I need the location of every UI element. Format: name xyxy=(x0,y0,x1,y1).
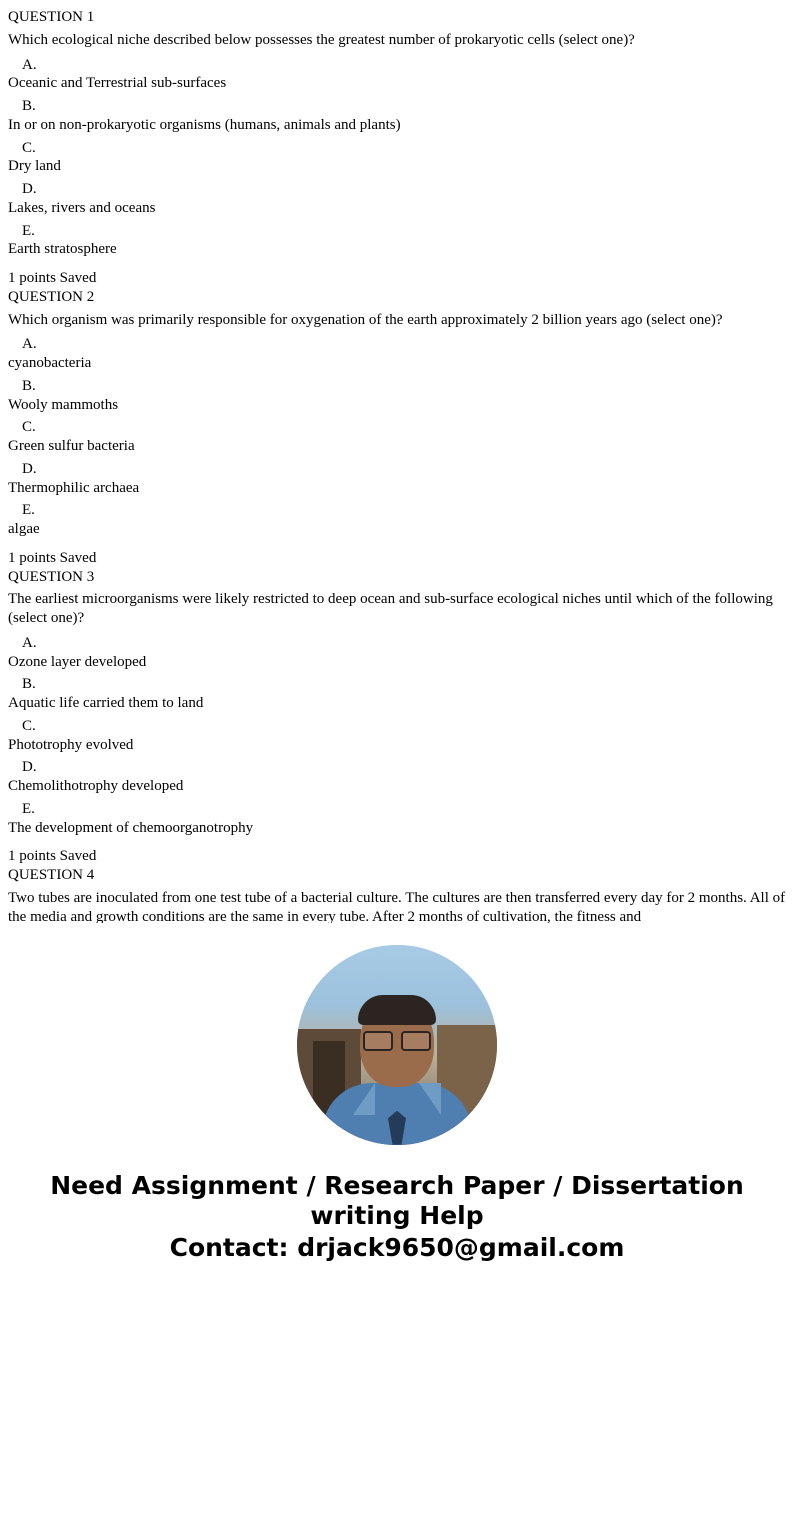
photo-collar-right xyxy=(419,1083,441,1115)
question-header: QUESTION 1 xyxy=(8,9,95,25)
question-block xyxy=(8,0,786,288)
answer-choice[interactable] xyxy=(8,717,786,755)
glasses-icon xyxy=(361,1031,433,1047)
answer-choice-text: Chemolithotrophy developed xyxy=(8,778,184,794)
answer-choice-letter: B. xyxy=(22,98,36,114)
answer-choice-letter: A. xyxy=(22,336,37,353)
answer-choice-letter: D. xyxy=(22,759,37,776)
photo-hair xyxy=(358,995,436,1025)
answer-choice-letter: E. xyxy=(22,222,35,239)
question-header: QUESTION 3 xyxy=(8,568,95,585)
answer-choice-text: Phototrophy evolved xyxy=(8,736,134,753)
question-header: QUESTION 2 xyxy=(8,288,95,305)
answer-choice-text: Dry land xyxy=(8,158,61,175)
answer-choice[interactable] xyxy=(8,501,786,539)
answer-choice[interactable] xyxy=(8,377,786,415)
question-stem: Which organism was primarily responsible for oxygenation of the earth approximately 2 billion years ago (select one)? xyxy=(8,311,723,328)
question-header: QUESTION 4 xyxy=(8,867,95,883)
promo-text xyxy=(0,1171,794,1263)
answer-choice-letter: B. xyxy=(22,676,36,693)
answer-choice-text: Aquatic life carried them to land xyxy=(8,695,204,711)
answer-choice-text: The development of chemoorganotrophy xyxy=(8,819,254,836)
answer-choice-letter: C. xyxy=(22,419,36,436)
question-block xyxy=(8,866,786,923)
answer-choice[interactable] xyxy=(8,56,786,94)
question-points-status: 1 points Saved xyxy=(8,848,97,865)
answer-choice-text: cyanobacteria xyxy=(8,355,92,371)
promo-footer xyxy=(0,945,794,1273)
question-points-status: 1 points Saved xyxy=(8,270,97,286)
question-stem: The earliest microorganisms were likely restricted to deep ocean and sub-surface ecological niches until which of the following (select one)? xyxy=(8,591,773,626)
answer-choice-text: Earth stratosphere xyxy=(8,241,117,258)
photo-collar-left xyxy=(353,1083,375,1115)
answer-choice-text: Lakes, rivers and oceans xyxy=(8,199,156,216)
promo-line-1: Need Assignment / Research Paper / Dissertation writing Help xyxy=(50,1170,744,1230)
question-stem: Two tubes are inoculated from one test tube of a bacterial culture. The cultures are then transferred every day for 2 months. All of the media and growth conditions are the same in every tube. After 2 months of cultivation, the fitness and xyxy=(8,889,786,923)
answer-choice[interactable] xyxy=(8,222,786,260)
question-block xyxy=(8,568,786,867)
answer-choice-letter: C. xyxy=(22,139,36,156)
answer-choice-letter: D. xyxy=(22,181,37,197)
answer-choice-text: Oceanic and Terrestrial sub-surfaces xyxy=(8,75,227,92)
question-stem: Which ecological niche described below possesses the greatest number of prokaryotic cells (select one)? xyxy=(8,31,635,48)
question-block xyxy=(8,288,786,568)
answer-choice-letter: E. xyxy=(22,502,35,519)
answer-choice[interactable] xyxy=(8,139,786,177)
answer-choice[interactable] xyxy=(8,634,786,672)
answer-choice-text: Ozone layer developed xyxy=(8,653,147,670)
answer-choice-letter: E. xyxy=(22,800,35,817)
answer-choice-text: In or on non-prokaryotic organisms (humans, animals and plants) xyxy=(8,116,401,133)
answer-choice[interactable] xyxy=(8,800,786,838)
answer-choice-text: Thermophilic archaea xyxy=(8,479,140,496)
answer-choice[interactable] xyxy=(8,758,786,796)
answer-choice-letter: A. xyxy=(22,634,37,651)
promo-line-2: Contact: drjack9650@gmail.com xyxy=(169,1232,625,1262)
question-points-status: 1 points Saved xyxy=(8,549,97,566)
answer-choice[interactable] xyxy=(8,418,786,456)
answer-choice-text: algae xyxy=(8,521,40,537)
profile-photo xyxy=(297,945,497,1145)
answer-choice-letter: A. xyxy=(22,56,37,73)
answer-choice[interactable] xyxy=(8,97,786,135)
answer-choice[interactable] xyxy=(8,460,786,498)
answer-choice[interactable] xyxy=(8,675,786,713)
answer-choice-letter: D. xyxy=(22,460,37,477)
answer-choice-text: Wooly mammoths xyxy=(8,396,119,413)
answer-choice-letter: B. xyxy=(22,377,36,394)
answer-choice-text: Green sulfur bacteria xyxy=(8,438,135,454)
answer-choice[interactable] xyxy=(8,180,786,218)
answer-choice[interactable] xyxy=(8,335,786,373)
answer-choice-letter: C. xyxy=(22,717,36,734)
